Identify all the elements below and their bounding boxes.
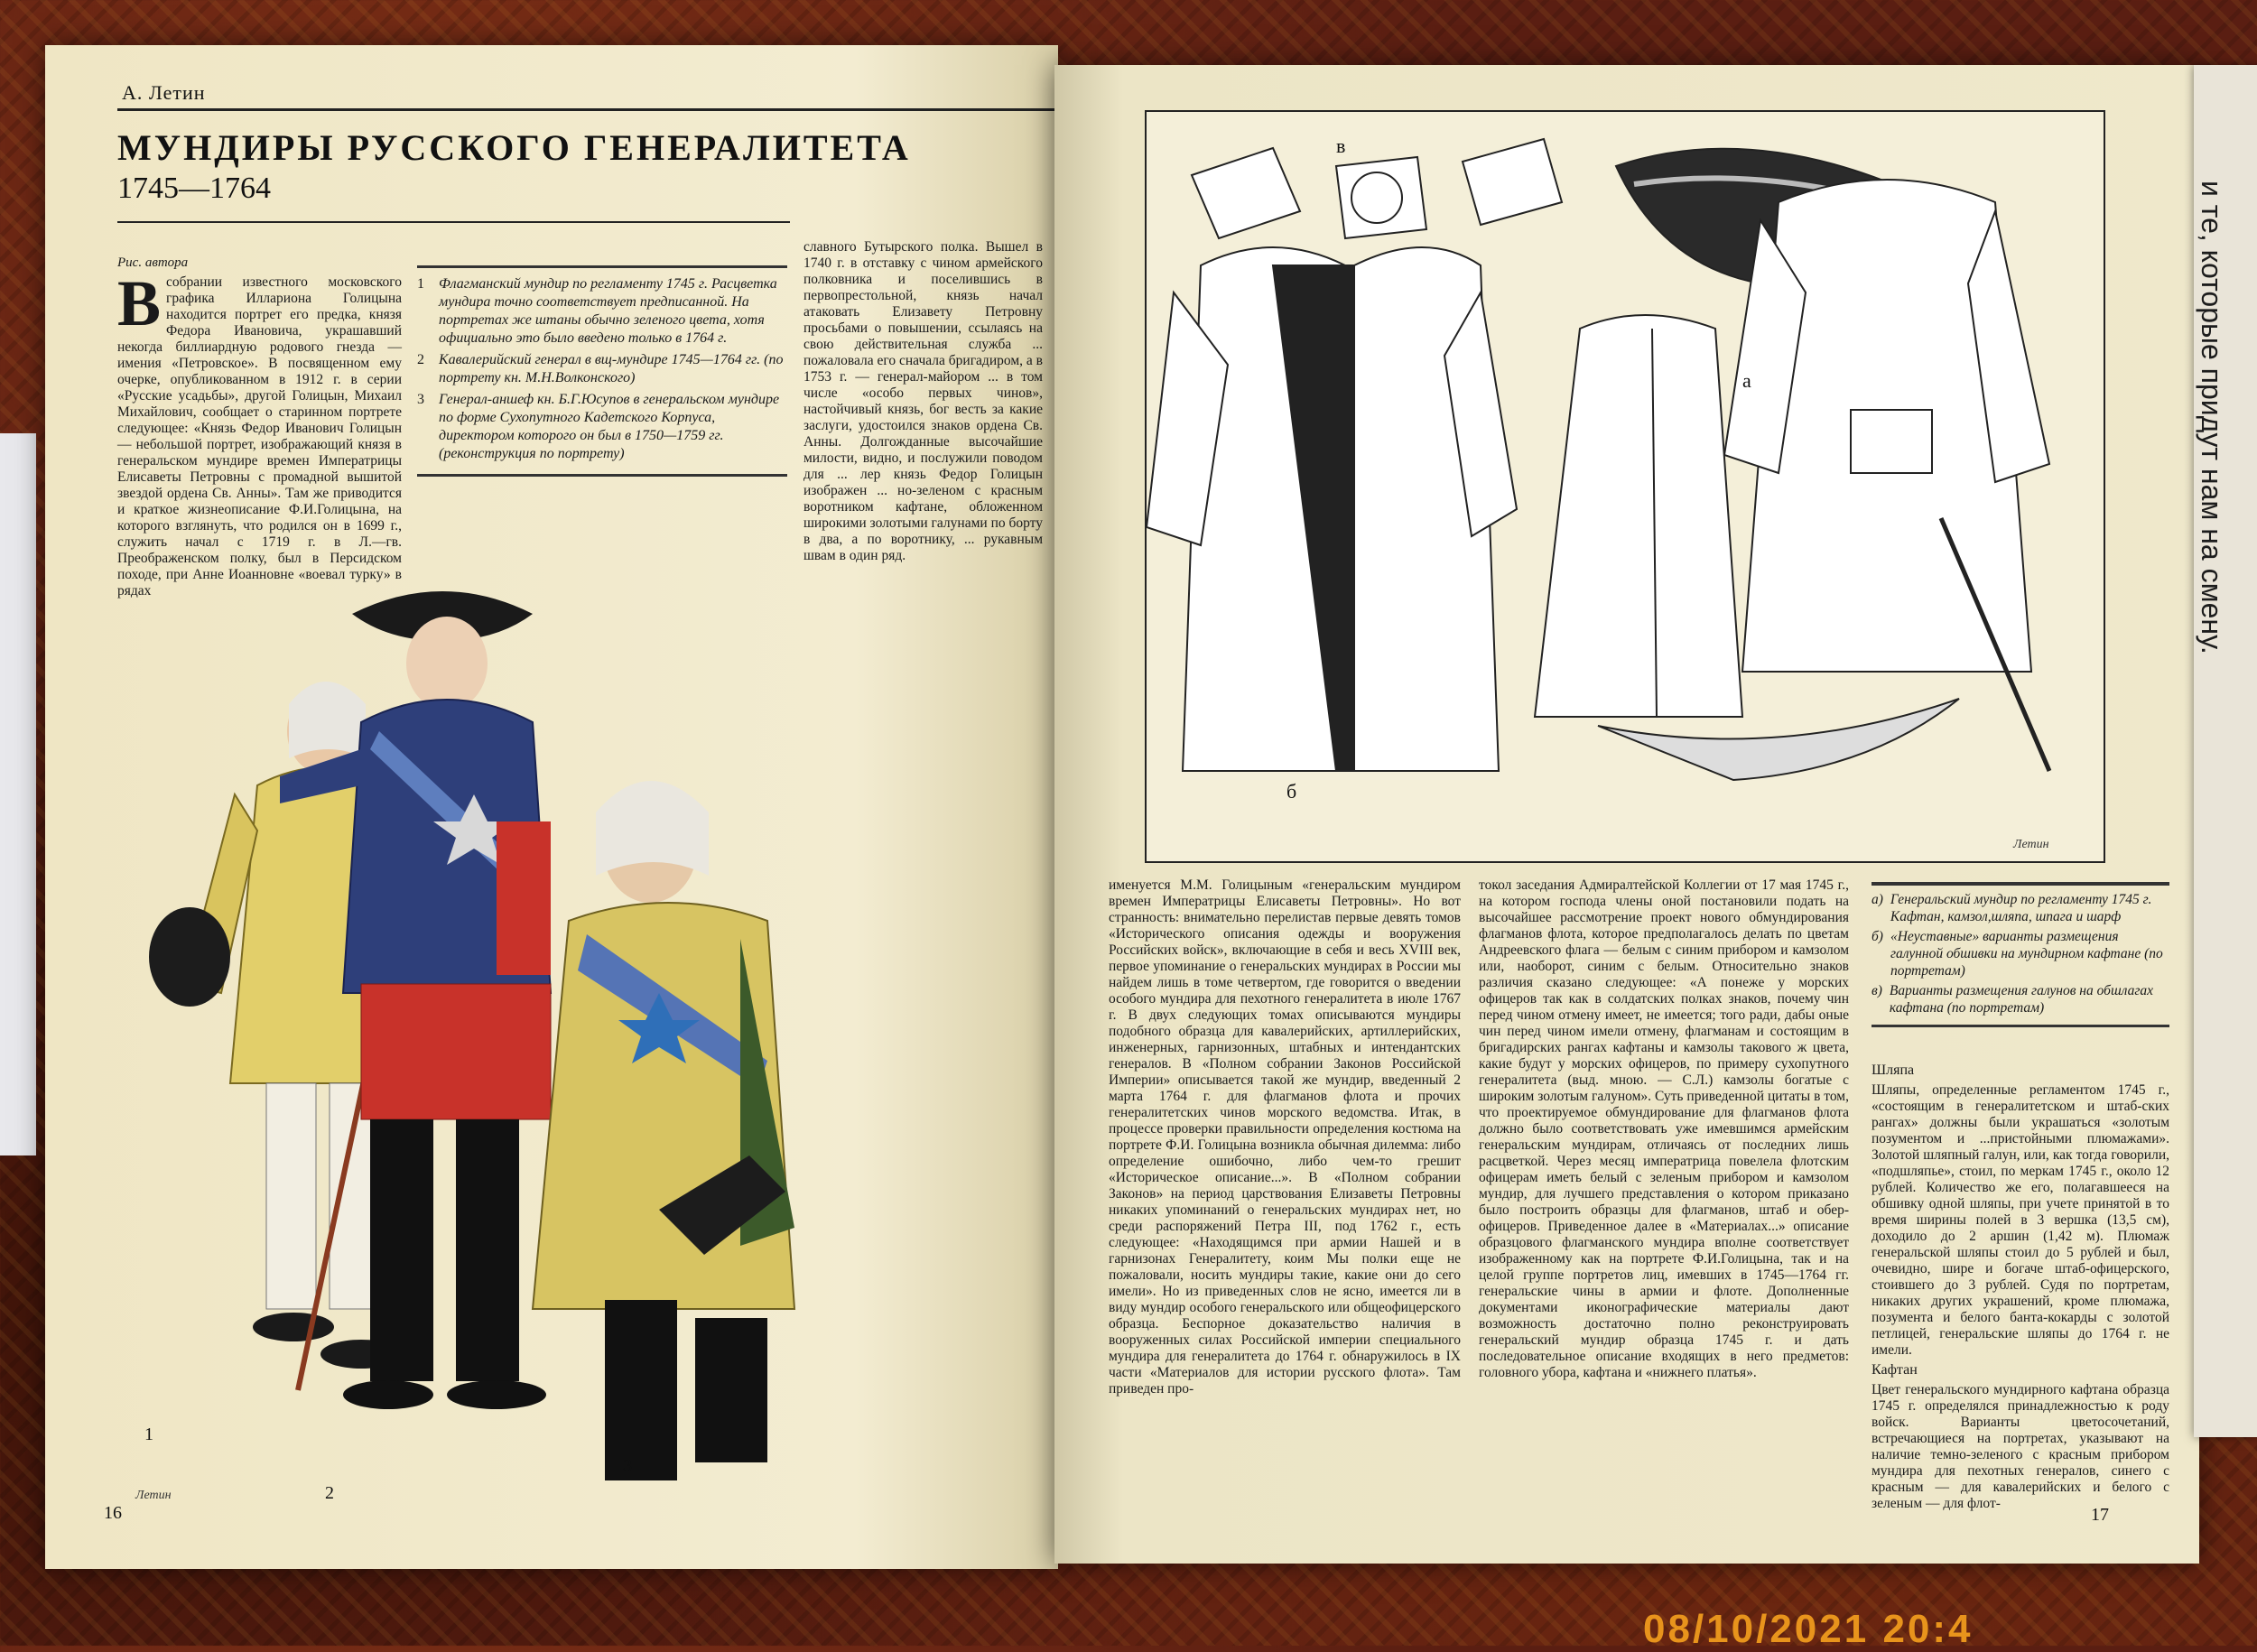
- figure-captions: [1872, 882, 2169, 1027]
- art-label-b: б: [1286, 780, 1297, 803]
- column-text: Цвет генеральского мундирного кафтана образца 1745 г. определялся принадлежностью к роду войск. Варианты цветосочетаний, встречающиеся на портретах, указывают на наличие темно-зеленого с красным прибором мундира для пехотных генералов, синего с красным — для кавалерийских и белого с зеленым — для флот-: [1872, 1382, 2169, 1511]
- legend-item: 2 Кавалерийский генерал в вщ-мундире 1745—1764 гг. (по портрету кн. М.Н.Волконского): [417, 352, 784, 385]
- author-name: А. Летин: [122, 81, 206, 104]
- artist-signature: Летин: [2013, 838, 2049, 851]
- body-column-1: [1109, 877, 1461, 1401]
- paper-edge: [0, 433, 36, 1155]
- column-text: токол заседания Адмиралтейской Коллегии от 17 мая 1745 г., на котором господа члены оной постановили подать на высочайшее рассмотрение проект нового обмундирования флагманов флота, которое предполагалось делать по цветам Андреевского флага — белым с синим прибором и камзолом или, наоборот, синим с белым. Относительно знаков различия сказано следующее: «А понеже у морских офицеров так как в солдатских полках знаков, почему чин перед чином отмену имеет, не имеется; того ради, дабы оные чин перед чином имели отмену, флагманам и состоящим в бригадирских рангах кафтаны и камзолы такового ж цвета, какие будут у морских офицеров, по примеру сухопутного генералитета (выд. мною. — С.Л.) камзолы богатые с широким золотым галуном». Суть приведенной цитаты в том, что проектируемое обмундирование для флагманов флота должно было соответствовать уже имевшимся армейским генеральским мундирам, отличаясь от последних лишь расцветкой. Через месяц императрица повелела флотским офицерам иметь белый с зеленым прибором и камзолом мундир, для лучшего представления о котором приказано было построить образцы для флагманов, штаб и обер-офицеров. Приведенное далее в «Материалах...» описание образцового флагманского мундира вполне соответствует изображенному как на портрете Ф.И.Голицына, так и на целой группе портретов лиц, имевших в 1745—1764 гг. генеральские чины в армии и флоте. Дополненные документами иконографические материалы дают возможность достаточно полно реконструировать генеральский мундир образца 1745 г. и дать последовательное описание входящих в него предметов: головного убора, кафтана и «нижнего платья».: [1479, 877, 1849, 1380]
- header-rule: [117, 108, 1058, 111]
- body-column-3: [1872, 1063, 2169, 1516]
- waistcoat: [1535, 315, 1742, 717]
- dropcap: В: [117, 267, 162, 339]
- art-label-a: а: [1742, 369, 1751, 392]
- intro-column: [117, 255, 402, 603]
- figure-3-general: [533, 781, 794, 1480]
- kaftan: [1724, 180, 2049, 672]
- caption-item: б) «Неуставные» варианты размещения галунной обшивки на мундирном кафтане (по портретам): [1872, 929, 2163, 979]
- right-page: [1054, 65, 2199, 1564]
- section-heading: Кафтан: [1872, 1362, 1918, 1378]
- figure-number: 2: [325, 1483, 334, 1499]
- uniform-line-art: [1145, 110, 2105, 863]
- left-page: [45, 45, 1058, 1569]
- legend-item: 3 Генерал-аншеф кн. Б.Г.Юсупов в генеральском мундире по форме Сухопутного Кадетского Корпуса, директором которого он был в 1750—1759 гг. (реконструкция по портрету): [417, 392, 780, 461]
- cuff-variants: [1192, 139, 1562, 238]
- side-tab-text: и те, которые придут нам на смену.: [2196, 181, 2228, 654]
- title-rule: [117, 221, 790, 223]
- page-number: 16: [104, 1503, 122, 1523]
- caption-item: в) Варианты размещения галунов на обшлагах кафтана (по портретам): [1872, 983, 2154, 1016]
- caption-item: а) Генеральский мундир по регламенту 1745 г. Кафтан, камзол,шляпа, шпага и шарф: [1872, 892, 2152, 924]
- legend-item: 1 Флагманский мундир по регламенту 1745 г. Расцветка мундира точно соответствует предписанной. На портретах же штаны обычно зеленого цвета, хотя официально это было введено только в 1764 г.: [417, 276, 777, 346]
- column-text: Шляпы, определенные регламентом 1745 г., «состоящим в генералитетском и штаб-ских рангах» должны были украшаться «золотым позументом и ...пристойными плюмажами». Золотой шляпный галун, или, как тогда говорили, «подшляпье», стоил, по меркам 1745 г., около 12 рублей. Количество же его, полагавшееся на обшивку одной шляпы, при учете принятой в то время ширины полей в 3 вершка (13,5 см), доходило до 2 аршин (1,42 м). Плюмаж генеральской шляпы стоил до 5 рублей и был, очевидно, шире и богаче штаб-офицерского, стоившего до 3 рублей. Судя по портретам, никаких других украшений, кроме плюмажа, позумента и белого банта-кокарды с золотой петлицей, генеральские шляпы до 1764 г. не имели.: [1872, 1082, 2169, 1358]
- figure-legend: [417, 265, 787, 477]
- third-column: [803, 239, 1043, 568]
- artist-signature: Летин: [135, 1489, 172, 1499]
- art-label-v: в: [1336, 135, 1346, 157]
- article-years: 1745—1764: [117, 172, 271, 205]
- column-text: именуется М.М. Голицыным «генеральским мундиром времен Императрицы Елисаветы Петровны». Но вот странность: внимательно перелистав первые девять томов «Исторического описания одежды и вооружения Российских войск», включающие в себя и весь XVIII век, первое упоминание о генеральских мундирах в России мы найдем лишь в томе четвертом, где говорится о введении особого мундира для пехотного генералитета в июле 1767 г. В двух следующих томах описываются мундиры подобного образца для кавалерийских, артиллерийских, инженерных, гарнизонных, штабных и интендантских генералов. В «Полном собрании Законов Российской Империи» описывается такой же мундир, введенный 2 марта 1764 г. для флагманов флота и прочих генералитетских чинов морского ведомства. Итак, в процессе проверки правильности определения костюма на портрете Ф.И. Голицына возникла обычная дилемма: либо определение ошибочно, либо чем-то грешит «Историческое описание...». В «Полном собрании Законов» на период царствования Елизаветы Петровны никаких упоминаний о генеральских мундирах нет, но среди распоряжений Петра III, под 1762 г., есть следующее: «Находящимся при армии Нашей и в гарнизонах Генералитету, коим Мы полки еще не пожаловали, носить мундиры такие, какие они до сего имели». Но из приведенных слов не ясно, имеется ли в виду мундир особого генеральского или общеофицерского образца. Беспорное доказательство наличия в вооруженных силах Российской империи специального мундира для генералитета до 1764 г. обнаружилось в IX части «Материалов для истории русского флота». Там приведен про-: [1109, 877, 1461, 1397]
- coat-variant: [1147, 247, 1517, 771]
- intro-text: собрании известного московского графика Иллариона Голицына находится портрет его предка, князя Федора Ивановича, украшавший некогда биллиардную родового гнезда — имения «Петровское». В посвященном ему очерке, опубликованном в 1912 г. в серии «Русские усадьбы», другой Голицын, Михаил Михайлович, сообщает о старинном портрете следующее: «Князь Федор Иванович Голицын — небольшой портрет, изображающий князя в генеральском мундире времен Императрицы Елисаветы Петровны с промадной вышитой звездой ордена Св. Анны». Там же приводится и краткое жизнеописание Ф.И.Голицына, на которого взглянуть, что родился он в 1699 г., служить начал с 1719 г. в Л.—гв. Преображенском полку, был в Персидском походе, при Анне Иоанновне «воевал турку» в рядах: [117, 274, 402, 599]
- body-column-2: [1479, 877, 1849, 1385]
- page-number: 17: [2091, 1505, 2109, 1525]
- generals-illustration: [117, 578, 1058, 1499]
- section-heading: Шляпа: [1872, 1063, 1915, 1078]
- illustration-credit: Рис. автора: [117, 255, 189, 270]
- figure-number: 3: [623, 1456, 632, 1476]
- figure-number: 1: [144, 1425, 153, 1444]
- article-title: МУНДИРЫ РУССКОГО ГЕНЕРАЛИТЕТА: [117, 127, 911, 168]
- column-text: славного Бутырского полка. Вышел в 1740 г. в отставку с чином армейского полковника и поселившись в первопрестольной, князь начал атаковать Елизавету Петровну просьбами о повышении, ссылаясь на свою действительная служба ... пожаловала его сначала бригадиром, а в 1753 г. — генерал-майором ... в том числе «особо первых чинов», настойчивый князь, бог весть за какие заслуги, удостоился знаков ордена Св. Анны. Долгожданные высочайшие милости, видно, и послужили поводом для ... лер князь Федор Голицын изображен ... но-зеленом с красным воротником кафтане, обложенном широкими золотыми галунами по борту в два, а по воротнику, ... рукавным швам в один ряд.: [803, 239, 1043, 563]
- photo-date-stamp: 08/10/2021 20:4: [1643, 1607, 1974, 1651]
